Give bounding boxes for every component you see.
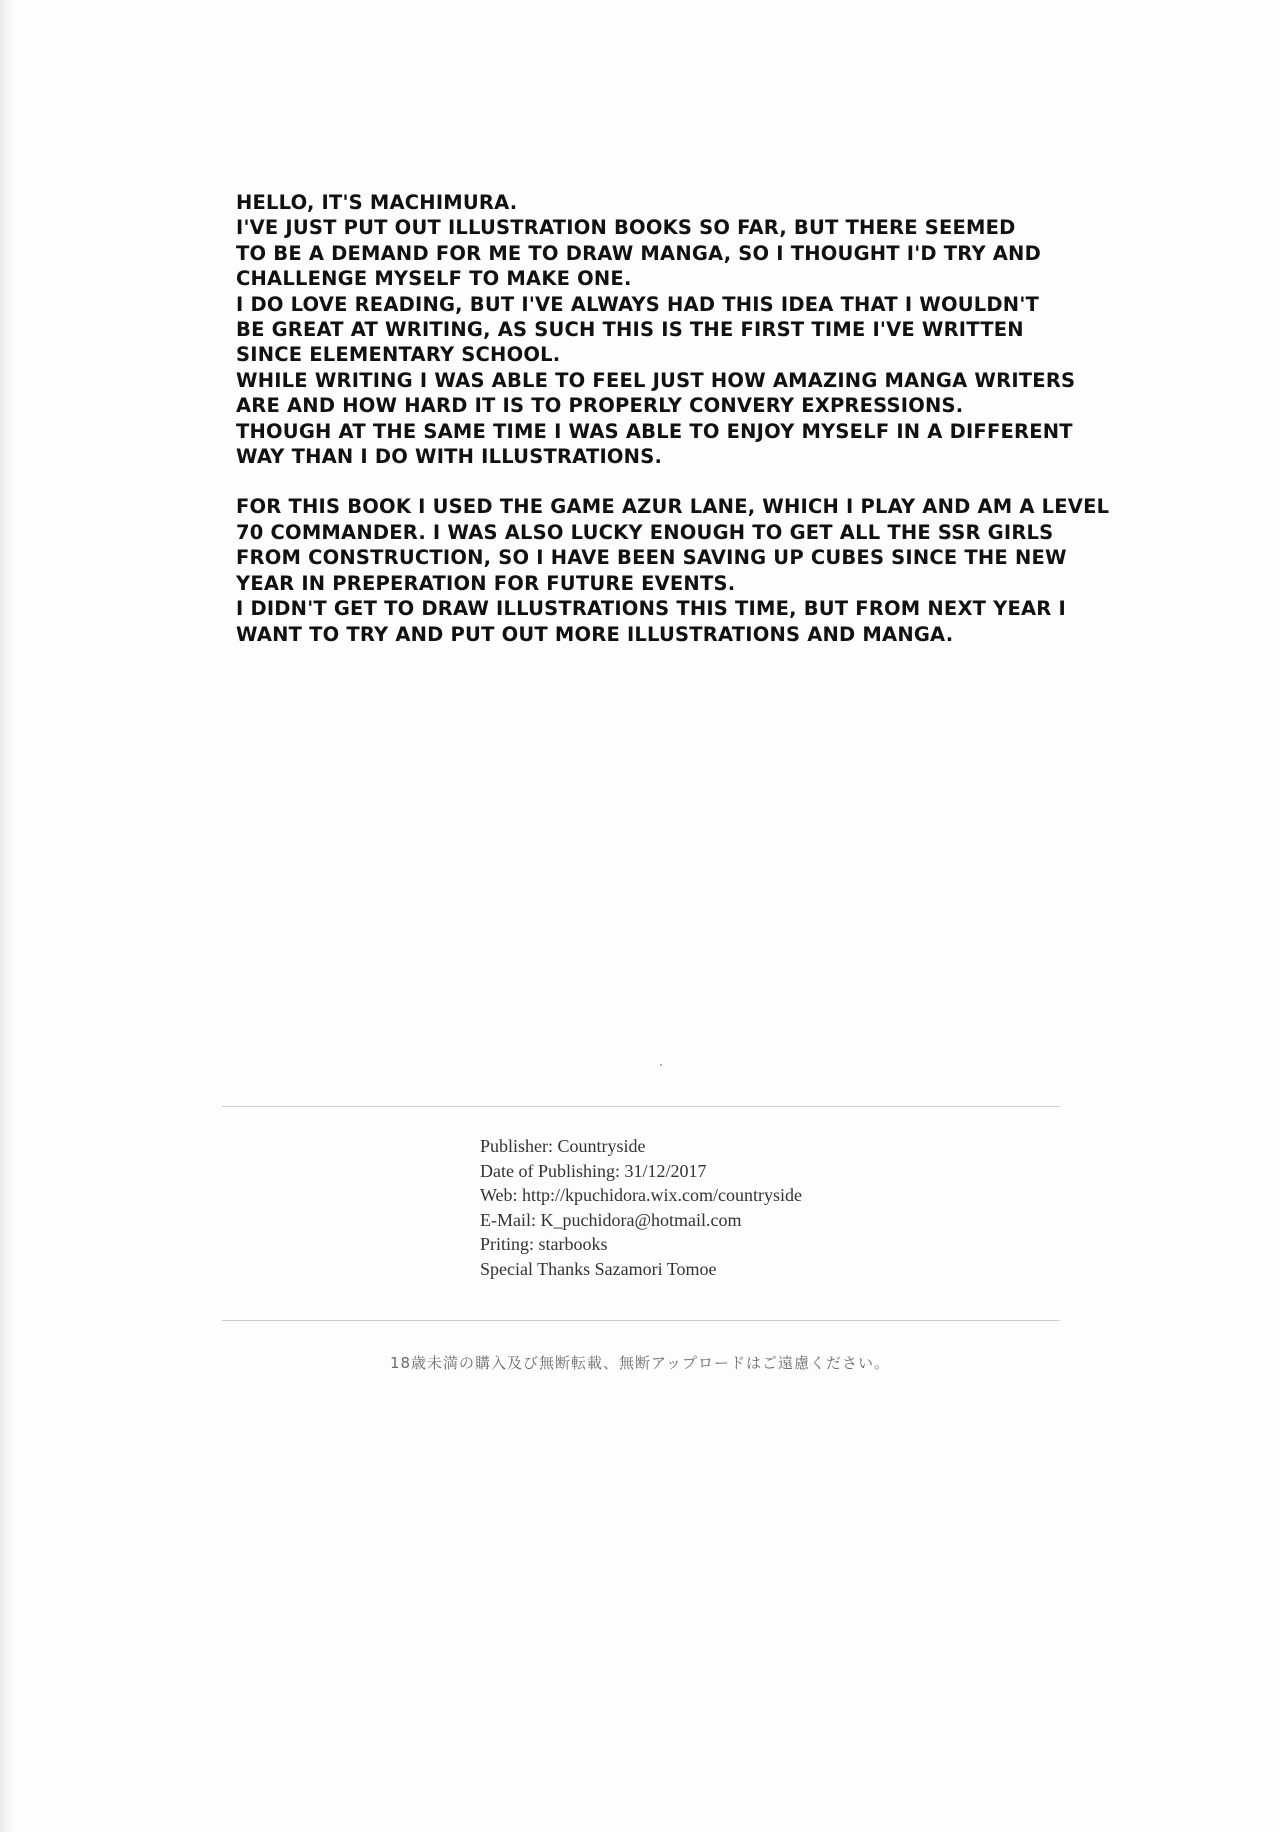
colophon-web: Web: http://kpuchidora.wix.com/countryside — [480, 1185, 802, 1206]
age-restriction-notice: 18歳未満の購入及び無断転載、無断アップロードはご遠慮ください。 — [389, 1354, 891, 1372]
afterword-line: SINCE ELEMENTARY SCHOOL. — [236, 343, 561, 367]
afterword-line: WAY THAN I DO WITH ILLUSTRATIONS. — [236, 445, 663, 469]
afterword-text — [236, 190, 1110, 647]
colophon-thanks: Special Thanks Sazamori Tomoe — [480, 1258, 717, 1279]
colophon-printing: Priting: starbooks — [480, 1234, 608, 1255]
afterword-paragraph-2 — [236, 494, 1110, 646]
colophon — [480, 1134, 802, 1282]
colophon-date: Date of Publishing: 31/12/2017 — [480, 1160, 707, 1181]
afterword-line: I DO LOVE READING, BUT I'VE ALWAYS HAD THIS IDEA THAT I WOULDN'T — [236, 292, 1039, 316]
afterword-line: HELLO, IT'S MACHIMURA. — [236, 191, 518, 214]
afterword-line: 70 COMMANDER. I WAS ALSO LUCKY ENOUGH TO GET ALL THE SSR GIRLS — [236, 520, 1054, 544]
afterword-line: WANT TO TRY AND PUT OUT MORE ILLUSTRATIONS AND MANGA. — [236, 622, 954, 646]
afterword-line: I'VE JUST PUT OUT ILLUSTRATION BOOKS SO FAR, BUT THERE SEEMED — [236, 216, 1016, 240]
colophon-top-divider — [222, 1106, 1060, 1107]
afterword-line: TO BE A DEMAND FOR ME TO DRAW MANGA, SO I THOUGHT I'D TRY AND — [236, 241, 1041, 265]
colophon-publisher: Publisher: Countryside — [480, 1136, 646, 1156]
afterword-line: FOR THIS BOOK I USED THE GAME AZUR LANE, WHICH I PLAY AND AM A LEVEL — [236, 495, 1110, 519]
afterword-line: ARE AND HOW HARD IT IS TO PROPERLY CONVERY EXPRESSIONS. — [236, 394, 964, 418]
colophon-bottom-divider — [222, 1320, 1060, 1321]
scan-speck — [660, 1064, 662, 1066]
afterword-line: FROM CONSTRUCTION, SO I HAVE BEEN SAVING UP CUBES SINCE THE NEW — [236, 546, 1067, 570]
afterword-line: WHILE WRITING I WAS ABLE TO FEEL JUST HOW AMAZING MANGA WRITERS — [236, 368, 1076, 392]
afterword-line: BE GREAT AT WRITING, AS SUCH THIS IS THE FIRST TIME I'VE WRITTEN — [236, 318, 1024, 342]
afterword-line: CHALLENGE MYSELF TO MAKE ONE. — [236, 267, 632, 291]
afterword-line: YEAR IN PREPERATION FOR FUTURE EVENTS. — [236, 571, 736, 595]
afterword-line: I DIDN'T GET TO DRAW ILLUSTRATIONS THIS TIME, BUT FROM NEXT YEAR I — [236, 597, 1066, 621]
afterword-line: THOUGH AT THE SAME TIME I WAS ABLE TO ENJOY MYSELF IN A DIFFERENT — [236, 419, 1073, 443]
colophon-email: E-Mail: K_puchidora@hotmail.com — [480, 1209, 742, 1230]
afterword-paragraph-1 — [236, 190, 1096, 469]
scan-edge-shadow — [0, 0, 14, 1832]
